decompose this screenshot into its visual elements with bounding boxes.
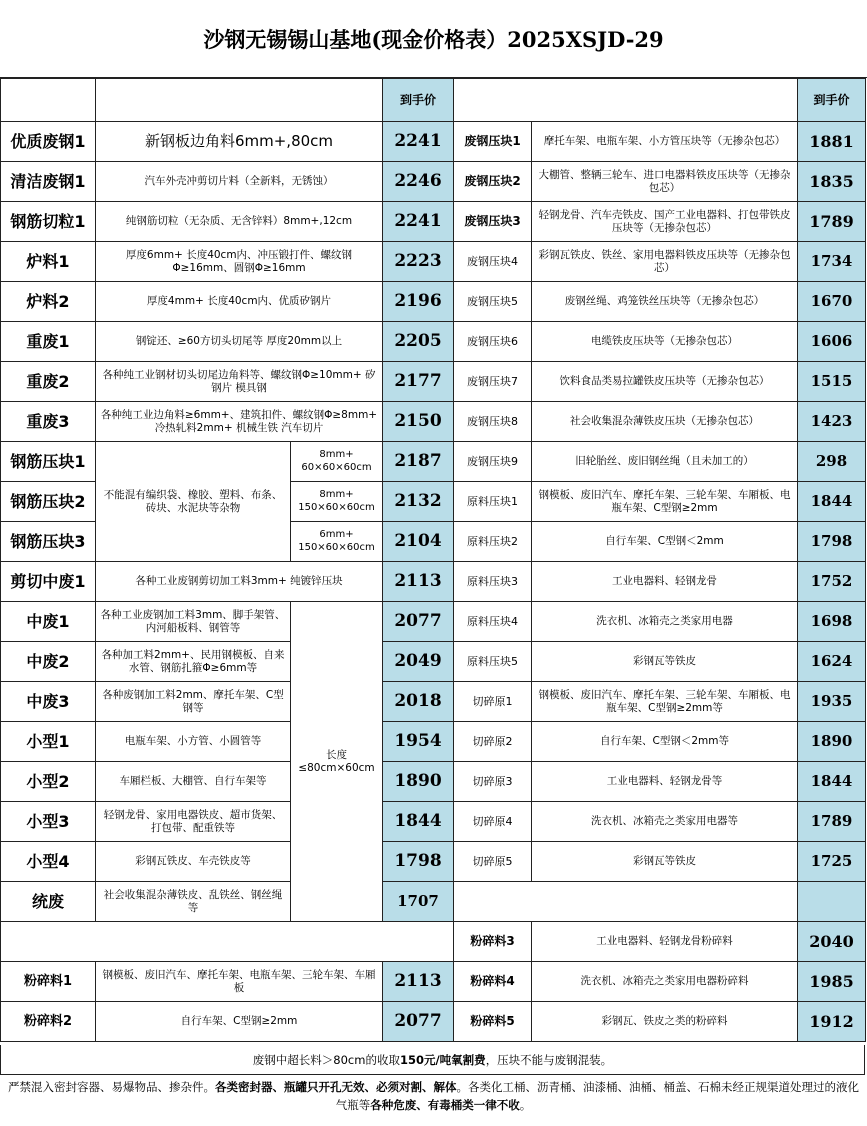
- left-price: 2241: [383, 122, 454, 162]
- table-row: [1, 562, 866, 602]
- right-category: 原料压块2: [454, 522, 532, 562]
- left-description: 彩钢瓦铁皮、车壳铁皮等: [96, 842, 291, 882]
- right-price: 1985: [798, 962, 866, 1002]
- table-row: [1, 122, 866, 162]
- left-description: 车厢栏板、大棚管、自行车架等: [96, 762, 291, 802]
- footer-note-text: 废钢中超长料＞80cm的收取: [252, 1052, 400, 1067]
- footer-note-overlength: [0, 1045, 865, 1075]
- table-row: [1, 442, 866, 482]
- header-blank: [96, 79, 383, 122]
- left-blank: [1, 922, 454, 962]
- footer-note-text: 。各类化工桶、沥青桶、油漆桶、油桶、桶盖、石棉未经正规渠道处理过的液化气瓶等: [335, 1080, 859, 1112]
- left-price: 2132: [383, 482, 454, 522]
- left-description: 钢锭还、≥60方切头切尾等 厚度20mm以上: [96, 322, 383, 362]
- left-category: 重废3: [1, 402, 96, 442]
- footer-note-text: ，压块不能与废钢混装。: [485, 1052, 613, 1067]
- header-blank: [1, 79, 96, 122]
- right-price: 1789: [798, 202, 866, 242]
- right-description: 洗衣机、冰箱壳之类家用电器等: [532, 802, 798, 842]
- right-category: 原料压块3: [454, 562, 532, 602]
- left-price: 2077: [383, 1002, 454, 1042]
- right-category: 粉碎料3: [454, 922, 532, 962]
- left-price: 2187: [383, 442, 454, 482]
- table-row: [1, 362, 866, 402]
- left-price: 2113: [383, 562, 454, 602]
- left-description: 各种纯工业边角料≥6mm+、建筑扣件、螺纹钢Φ≥8mm+ 冷热轧料2mm+ 机械生铁 汽车切片: [96, 402, 383, 442]
- table-row: [1, 282, 866, 322]
- right-description: 社会收集混杂薄铁皮压块（无掺杂包芯）: [532, 402, 798, 442]
- right-price-blank: [798, 882, 866, 922]
- left-description: 厚度6mm+ 长度40cm内、冲压锻打件、螺纹钢Φ≥16mm、圆钢Φ≥16mm: [96, 242, 383, 282]
- header-price-right: 到手价: [798, 79, 866, 122]
- table-row: [1, 162, 866, 202]
- right-description: 工业电器料、轻钢龙骨粉碎料: [532, 922, 798, 962]
- right-description: 工业电器料、轻钢龙骨: [532, 562, 798, 602]
- right-category: 废钢压块4: [454, 242, 532, 282]
- footer-note-text: 。: [519, 1097, 532, 1112]
- right-price: 1606: [798, 322, 866, 362]
- table-row: [1, 322, 866, 362]
- right-category: 原料压块4: [454, 602, 532, 642]
- left-category: 小型1: [1, 722, 96, 762]
- right-description: 摩托车架、电瓶车架、小方管压块等（无掺杂包芯）: [532, 122, 798, 162]
- left-price: 2113: [383, 962, 454, 1002]
- rebar-block-spec: 8mm+ 150×60×60cm: [291, 482, 383, 522]
- left-category: 重废2: [1, 362, 96, 402]
- right-price: 1881: [798, 122, 866, 162]
- length-note: 长度≤80cm×60cm: [291, 602, 383, 922]
- left-category: 中废2: [1, 642, 96, 682]
- table-row: [1, 922, 866, 962]
- left-price: 2049: [383, 642, 454, 682]
- right-category: 粉碎料4: [454, 962, 532, 1002]
- right-price: 1935: [798, 682, 866, 722]
- left-price: 1844: [383, 802, 454, 842]
- right-category: 切碎原4: [454, 802, 532, 842]
- right-price: 1789: [798, 802, 866, 842]
- left-category: 粉碎料1: [1, 962, 96, 1002]
- right-price: 1698: [798, 602, 866, 642]
- right-price: 1624: [798, 642, 866, 682]
- right-description: 彩钢瓦、铁皮之类的粉碎料: [532, 1002, 798, 1042]
- left-description: 钢模板、废旧汽车、摩托车架、电瓶车架、三轮车架、车厢板: [96, 962, 383, 1002]
- left-description: 自行车架、C型钢≥2mm: [96, 1002, 383, 1042]
- right-description: 轻钢龙骨、汽车壳铁皮、国产工业电器料、打包带铁皮压块等（无掺杂包芯）: [532, 202, 798, 242]
- table-row: [1, 882, 866, 922]
- right-category: 切碎原2: [454, 722, 532, 762]
- rebar-block-spec: 8mm+ 60×60×60cm: [291, 442, 383, 482]
- right-price: 1912: [798, 1002, 866, 1042]
- left-category: 炉料2: [1, 282, 96, 322]
- footer-note-emphasis: 各种危废、有毒桶类一律不收: [370, 1097, 520, 1112]
- right-category: 切碎原3: [454, 762, 532, 802]
- left-price: 1798: [383, 842, 454, 882]
- left-category: 统废: [1, 882, 96, 922]
- left-description: 汽车外壳冲剪切片料（全新料，无锈蚀）: [96, 162, 383, 202]
- left-description: 各种废钢加工料2mm、摩托车架、C型钢等: [96, 682, 291, 722]
- footer-note-prohibited: [0, 1075, 867, 1126]
- left-category: 剪切中废1: [1, 562, 96, 602]
- left-description: 纯钢筋切粒（无杂质、无含锌料）8mm+,12cm: [96, 202, 383, 242]
- table-row: [1, 602, 866, 642]
- right-description: 彩钢瓦等铁皮: [532, 842, 798, 882]
- left-price: 2150: [383, 402, 454, 442]
- left-category: 钢筋切粒1: [1, 202, 96, 242]
- left-category: 钢筋压块1: [1, 442, 96, 482]
- price-table: [0, 78, 866, 1042]
- page-title: 沙钢无锡锡山基地(现金价格表）2025XSJD-29: [0, 0, 867, 78]
- table-row: [1, 202, 866, 242]
- table-row: [1, 962, 866, 1002]
- right-category: 废钢压块2: [454, 162, 532, 202]
- left-price: 1954: [383, 722, 454, 762]
- right-category: 切碎原5: [454, 842, 532, 882]
- left-category: 钢筋压块3: [1, 522, 96, 562]
- right-description: 旧轮胎丝、废旧钢丝绳（且未加工的）: [532, 442, 798, 482]
- table-row: [1, 79, 866, 122]
- right-description: 电缆铁皮压块等（无掺杂包芯）: [532, 322, 798, 362]
- right-price: 1734: [798, 242, 866, 282]
- left-category: 钢筋压块2: [1, 482, 96, 522]
- header-price-left: 到手价: [383, 79, 454, 122]
- table-row: [1, 722, 866, 762]
- left-category: 小型4: [1, 842, 96, 882]
- right-blank: [454, 882, 798, 922]
- left-price: 2104: [383, 522, 454, 562]
- right-description: 饮料食品类易拉罐铁皮压块等（无掺杂包芯）: [532, 362, 798, 402]
- table-row: [1, 1002, 866, 1042]
- header-blank: [454, 79, 798, 122]
- right-description: 彩钢瓦等铁皮: [532, 642, 798, 682]
- right-description: 钢模板、废旧汽车、摩托车架、三轮车架、车厢板、电瓶车架、C型钢≥2mm等: [532, 682, 798, 722]
- right-price: 1798: [798, 522, 866, 562]
- right-description: 自行车架、C型钢＜2mm: [532, 522, 798, 562]
- table-row: [1, 842, 866, 882]
- right-price: 1725: [798, 842, 866, 882]
- left-price: 2018: [383, 682, 454, 722]
- left-price: 2246: [383, 162, 454, 202]
- right-price: 1890: [798, 722, 866, 762]
- table-row: [1, 762, 866, 802]
- right-category: 废钢压块8: [454, 402, 532, 442]
- right-description: 自行车架、C型钢＜2mm等: [532, 722, 798, 762]
- left-description: 各种加工料2mm+、民用钢模板、自来水管、钢筋扎箍Φ≥6mm等: [96, 642, 291, 682]
- left-price: 2205: [383, 322, 454, 362]
- right-price: 1844: [798, 762, 866, 802]
- footer-note-fee: 150元/吨氧割费: [399, 1052, 486, 1067]
- left-category: 中废1: [1, 602, 96, 642]
- left-price: 1707: [383, 882, 454, 922]
- left-category: 中废3: [1, 682, 96, 722]
- right-price: 1515: [798, 362, 866, 402]
- right-category: 粉碎料5: [454, 1002, 532, 1042]
- left-description: 厚度4mm+ 长度40cm内、优质矽钢片: [96, 282, 383, 322]
- left-category: 小型3: [1, 802, 96, 842]
- left-price: 2077: [383, 602, 454, 642]
- right-category: 原料压块5: [454, 642, 532, 682]
- right-price: 298: [798, 442, 866, 482]
- table-row: [1, 802, 866, 842]
- right-category: 废钢压块1: [454, 122, 532, 162]
- table-row: [1, 682, 866, 722]
- right-description: 废钢丝绳、鸡笼铁丝压块等（无掺杂包芯）: [532, 282, 798, 322]
- footer-note-text: 严禁混入密封容器、易爆物品、掺杂件。: [8, 1080, 215, 1094]
- left-price: 2241: [383, 202, 454, 242]
- left-price: 2177: [383, 362, 454, 402]
- rebar-block-spec: 6mm+ 150×60×60cm: [291, 522, 383, 562]
- right-category: 废钢压块5: [454, 282, 532, 322]
- right-price: 1752: [798, 562, 866, 602]
- right-description: 大棚管、整辆三轮车、进口电器料铁皮压块等（无掺杂包芯）: [532, 162, 798, 202]
- left-description: 各种纯工业钢材切头切尾边角料等、螺纹钢Φ≥10mm+ 矽钢片 模具钢: [96, 362, 383, 402]
- left-description: 各种工业废钢剪切加工料3mm+ 纯镀锌压块: [96, 562, 383, 602]
- right-description: 工业电器料、轻钢龙骨等: [532, 762, 798, 802]
- left-description: 新钢板边角料6mm+,80cm: [96, 122, 383, 162]
- right-category: 原料压块1: [454, 482, 532, 522]
- left-category: 小型2: [1, 762, 96, 802]
- left-price: 2223: [383, 242, 454, 282]
- left-description: 轻钢龙骨、家用电器铁皮、超市货架、打包带、配重铁等: [96, 802, 291, 842]
- right-price: 1835: [798, 162, 866, 202]
- left-price: 1890: [383, 762, 454, 802]
- left-price: 2196: [383, 282, 454, 322]
- table-row: [1, 642, 866, 682]
- footer-note-emphasis: 各类密封器、瓶罐只开孔无效、必须对割、解体: [215, 1080, 457, 1094]
- left-category: 优质废钢1: [1, 122, 96, 162]
- right-description: 钢模板、废旧汽车、摩托车架、三轮车架、车厢板、电瓶车架、C型钢≥2mm: [532, 482, 798, 522]
- left-description: 电瓶车架、小方管、小圆管等: [96, 722, 291, 762]
- right-description: 洗衣机、冰箱壳之类家用电器: [532, 602, 798, 642]
- left-description: 各种工业废钢加工料3mm、脚手架管、内河船板料、钢管等: [96, 602, 291, 642]
- right-category: 废钢压块9: [454, 442, 532, 482]
- right-category: 切碎原1: [454, 682, 532, 722]
- table-row: [1, 402, 866, 442]
- rebar-block-description: 不能混有编织袋、橡胶、塑料、布条、砖块、水泥块等杂物: [96, 442, 291, 562]
- right-description: 洗衣机、冰箱壳之类家用电器粉碎料: [532, 962, 798, 1002]
- left-description: 社会收集混杂薄铁皮、乱铁丝、钢丝绳等: [96, 882, 291, 922]
- right-category: 废钢压块3: [454, 202, 532, 242]
- left-category: 重废1: [1, 322, 96, 362]
- left-category: 粉碎料2: [1, 1002, 96, 1042]
- right-price: 1423: [798, 402, 866, 442]
- table-row: [1, 242, 866, 282]
- left-category: 清洁废钢1: [1, 162, 96, 202]
- right-category: 废钢压块7: [454, 362, 532, 402]
- right-price: 2040: [798, 922, 866, 962]
- right-description: 彩钢瓦铁皮、铁丝、家用电器料铁皮压块等（无掺杂包芯）: [532, 242, 798, 282]
- price-table-body: [1, 79, 866, 1042]
- right-category: 废钢压块6: [454, 322, 532, 362]
- right-price: 1844: [798, 482, 866, 522]
- left-category: 炉料1: [1, 242, 96, 282]
- right-price: 1670: [798, 282, 866, 322]
